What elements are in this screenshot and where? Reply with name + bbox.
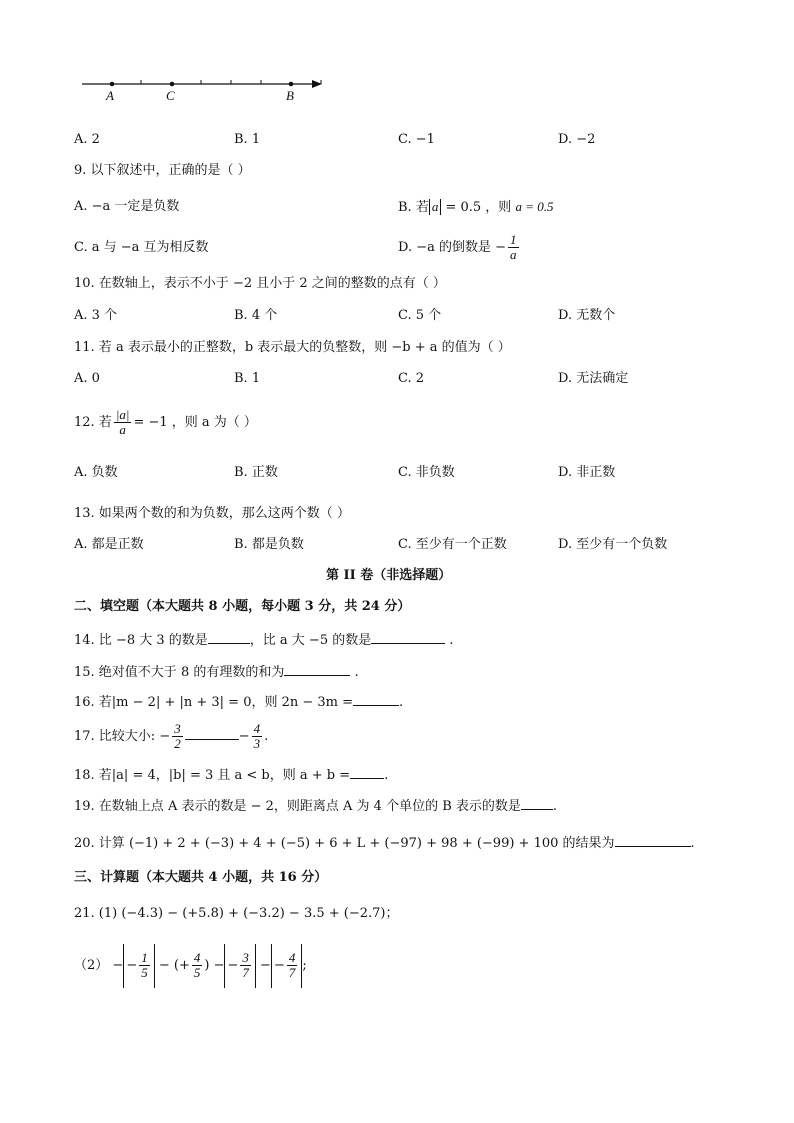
q8-option-c: C. −1 — [398, 132, 435, 147]
q12-option-b: B. 正数 — [234, 465, 278, 480]
q9-option-d: D. −a 的倒数是 − $\frac{1}{a}$ — [398, 232, 517, 262]
q13-option-c: C. 至少有一个正数 — [398, 537, 507, 552]
section2-title: 二、填空题（本大题共 8 小题，每小题 3 分，共 24 分） — [74, 599, 411, 614]
q11-option-a: A. 0 — [74, 371, 100, 386]
q14: 14. 比 −8 大 3 的数是 ，比 a 大 −5 的数是 . — [74, 633, 454, 648]
q21-part1: 21. (1) (−4.3) − (+5.8) + (−3.2) − 3.5 + (−2.7)； — [74, 906, 399, 921]
q12-option-d: D. 非正数 — [558, 465, 616, 480]
q12-option-c: C. 非负数 — [398, 465, 455, 480]
q19: 19. 在数轴上点 A 表示的数是 − 2，则距离点 A 为 4 个单位的 B 表示的数是 . — [74, 799, 558, 814]
q16: 16. 若|m − 2| + |n + 3| = 0，则 2n − 3m = . — [74, 695, 404, 710]
q11-option-c: C. 2 — [398, 371, 425, 386]
q13-option-a: A. 都是正数 — [74, 537, 144, 552]
q8-option-a: A. 2 — [74, 132, 100, 147]
q13-option-b: B. 都是负数 — [234, 537, 304, 552]
q17: 17. 比较大小: − $\frac{3}{2}$ − $\frac{4}{3}$ . — [74, 721, 269, 751]
section3-title: 三、计算题（本大题共 4 小题，共 16 分） — [74, 870, 328, 885]
q11-option-d: D. 无法确定 — [558, 371, 629, 386]
q8-option-b: B. 1 — [234, 132, 261, 147]
label-c: C — [166, 88, 175, 103]
q10-option-b: B. 4 个 — [234, 308, 278, 323]
label-a: A — [106, 88, 114, 103]
q15: 15. 绝对值不大于 8 的有理数的和为 . — [74, 665, 359, 680]
q10-option-c: C. 5 个 — [398, 308, 442, 323]
q9-stem: 9. 以下叙述中，正确的是（ ） — [74, 163, 251, 178]
q8-option-d: D. −2 — [558, 132, 596, 147]
q11-option-b: B. 1 — [234, 371, 261, 386]
point-c — [170, 82, 175, 87]
part2-title: 第 II 卷（非选择题） — [326, 568, 452, 583]
q9-option-b: B. 若 a = 0.5 ，则 a = 0.5 — [398, 199, 554, 215]
q21-part2: （2） − − $\frac{1}{5}$ − (+ $\frac{4}{5}$ ) − − $\frac{3}{7}$ − − $\frac{4}{7}$ ; — [74, 944, 307, 988]
q9-option-a: A. −a 一定是负数 — [74, 199, 180, 214]
q18: 18. 若|a| = 4，|b| = 3 且 a < b，则 a + b = . — [74, 768, 389, 783]
point-b — [289, 82, 294, 87]
q13-stem: 13. 如果两个数的和为负数，那么这两个数（ ） — [74, 506, 350, 521]
label-b: B — [286, 88, 294, 103]
q13-option-d: D. 至少有一个负数 — [558, 537, 668, 552]
q20: 20. 计算 (−1) + 2 + (−3) + 4 + (−5) + 6 + L + (−97) + 98 + (−99) + 100 的结果为 . — [74, 836, 695, 851]
q10-option-d: D. 无数个 — [558, 308, 616, 323]
point-a — [110, 82, 115, 87]
q10-stem: 10. 在数轴上，表示不小于 −2 且小于 2 之间的整数的点有（ ） — [74, 276, 446, 291]
q12-stem: 12. 若 $\frac{|a|}{a}$ = −1 ，则 a 为（ ） — [74, 407, 257, 437]
q11-stem: 11. 若 a 表示最小的正整数，b 表示最大的负整数，则 −b + a 的值为（ ） — [74, 340, 511, 355]
q10-option-a: A. 3 个 — [74, 308, 118, 323]
q9-option-c: C. a 与 −a 互为相反数 — [74, 240, 209, 255]
q12-option-a: A. 负数 — [74, 465, 118, 480]
